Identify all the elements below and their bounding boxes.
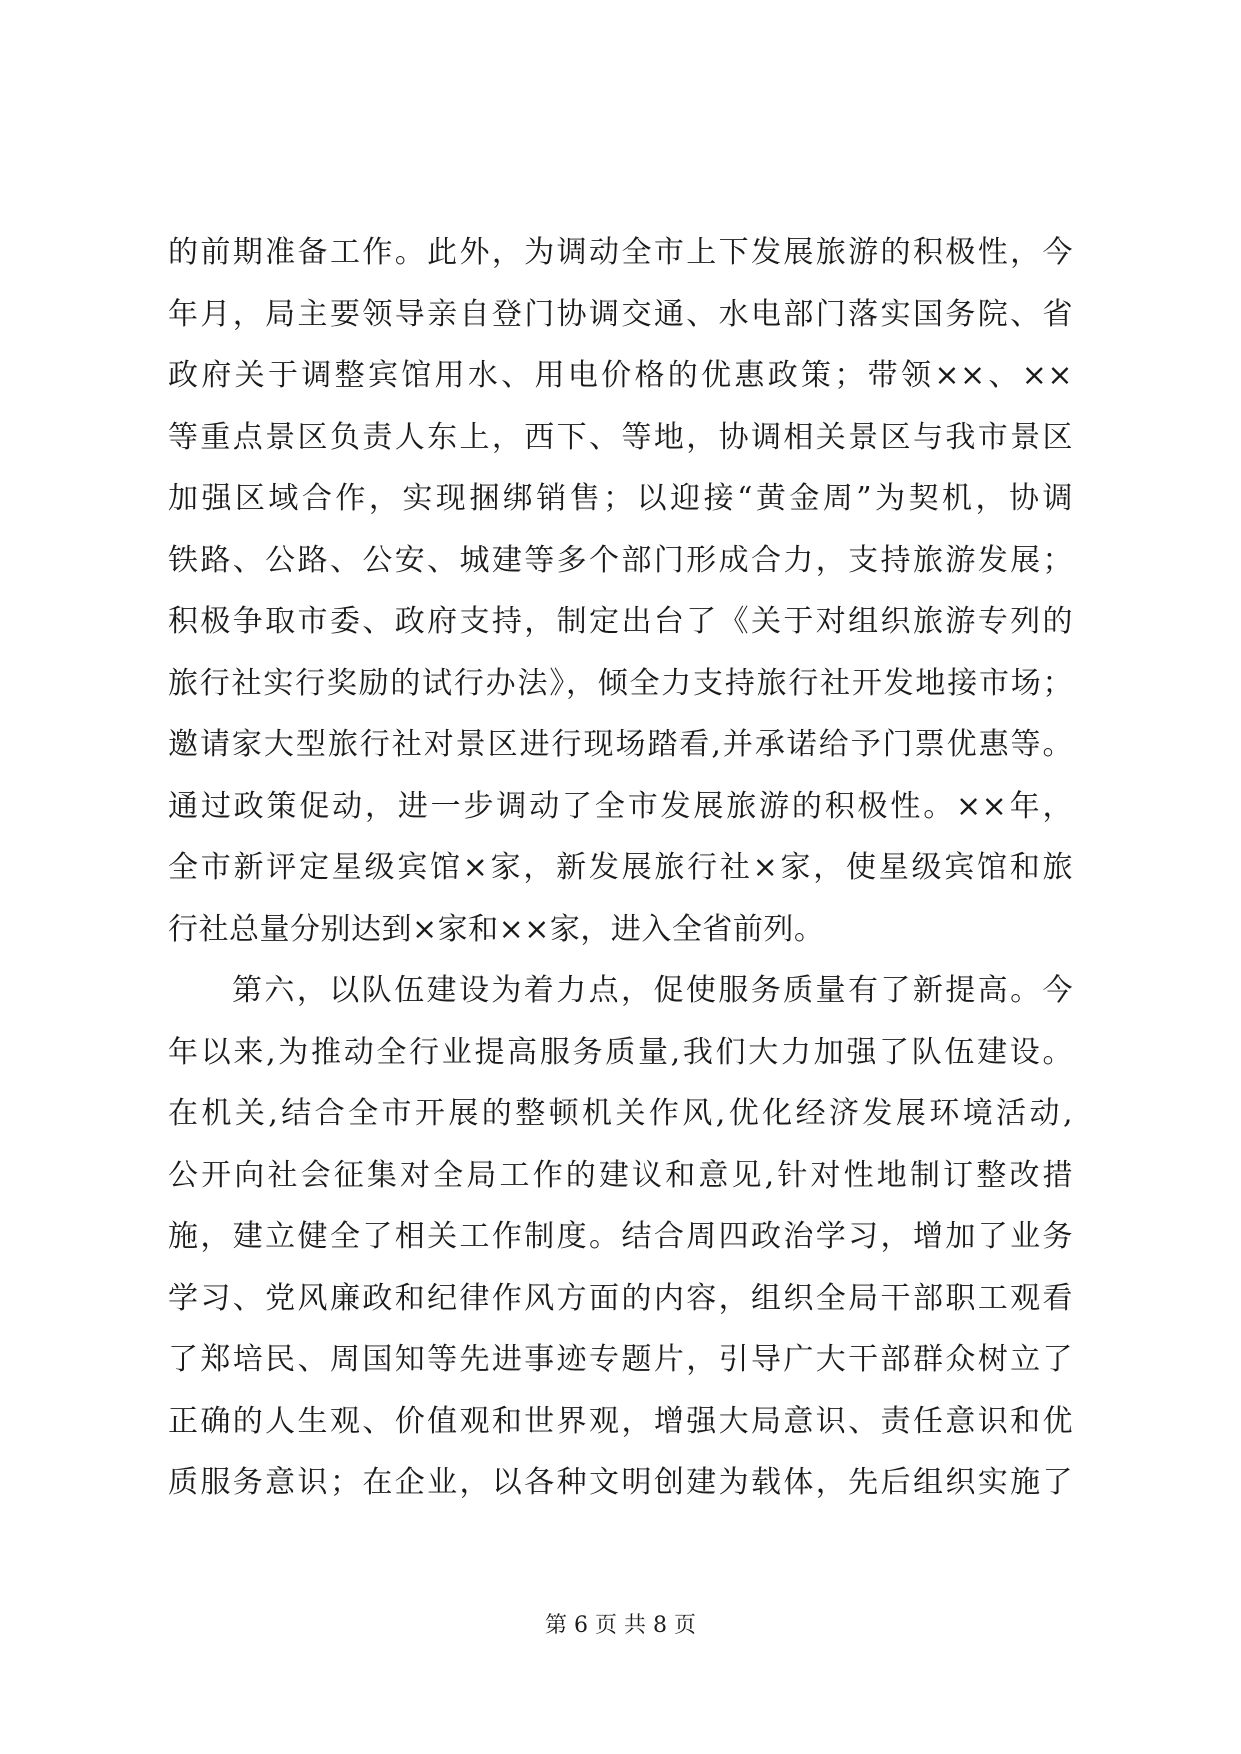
document-body <box>168 222 1073 1514</box>
text-line: 的前期准备工作。此外，为调动全市上下发展旅游的积极性，今 <box>168 235 1073 270</box>
text-line: 在机关,结合全市开展的整顿机关作风,优化经济发展环境活动, <box>168 1096 1073 1131</box>
text-line: 等重点景区负责人东上，西下、等地，协调相关景区与我市景区 <box>168 419 1073 455</box>
text-line: 第六，以队伍建设为着力点，促使服务质量有了新提高。今 <box>232 973 1073 1008</box>
text-line: 旅行社实行奖励的试行办法》，倾全力支持旅行社开发地接市场； <box>168 665 1073 701</box>
text-line: 年以来,为推动全行业提高服务质量,我们大力加强了队伍建设。 <box>168 1034 1073 1070</box>
text-line: 铁路、公路、公安、城建等多个部门形成合力，支持旅游发展； <box>168 542 1073 578</box>
text-line: 了郑培民、周国知等先进事迹专题片，引导广大干部群众树立了 <box>168 1342 1073 1377</box>
text-line: 积极争取市委、政府支持，制定出台了《关于对组织旅游专列的 <box>168 604 1073 639</box>
text-line: 公开向社会征集对全局工作的建议和意见,针对性地制订整改措 <box>168 1157 1073 1193</box>
text-line: 施，建立健全了相关工作制度。结合周四政治学习，增加了业务 <box>168 1219 1073 1254</box>
text-line: 加强区域合作，实现捆绑销售；以迎接“黄金周”为契机，协调 <box>168 481 1073 516</box>
text-line: 质服务意识；在企业，以各种文明创建为载体，先后组织实施了 <box>168 1465 1073 1500</box>
text-line: 政府关于调整宾馆用水、用电价格的优惠政策；带领××、×× <box>168 358 1073 393</box>
text-line: 行社总量分别达到×家和××家，进入全省前列。 <box>168 911 825 947</box>
text-line: 学习、党风廉政和纪律作风方面的内容，组织全局干部职工观看 <box>168 1280 1073 1316</box>
text-line: 通过政策促动，进一步调动了全市发展旅游的积极性。××年， <box>168 788 1073 824</box>
text-line: 邀请家大型旅行社对景区进行现场踏看,并承诺给予门票优惠等。 <box>168 727 1073 762</box>
text-line: 全市新评定星级宾馆×家，新发展旅行社×家，使星级宾馆和旅 <box>168 850 1073 885</box>
page-number-footer: 第 6 页 共 8 页 <box>545 1613 696 1638</box>
text-line: 正确的人生观、价值观和世界观，增强大局意识、责任意识和优 <box>168 1403 1073 1439</box>
text-line: 年月，局主要领导亲自登门协调交通、水电部门落实国务院、省 <box>168 296 1073 332</box>
